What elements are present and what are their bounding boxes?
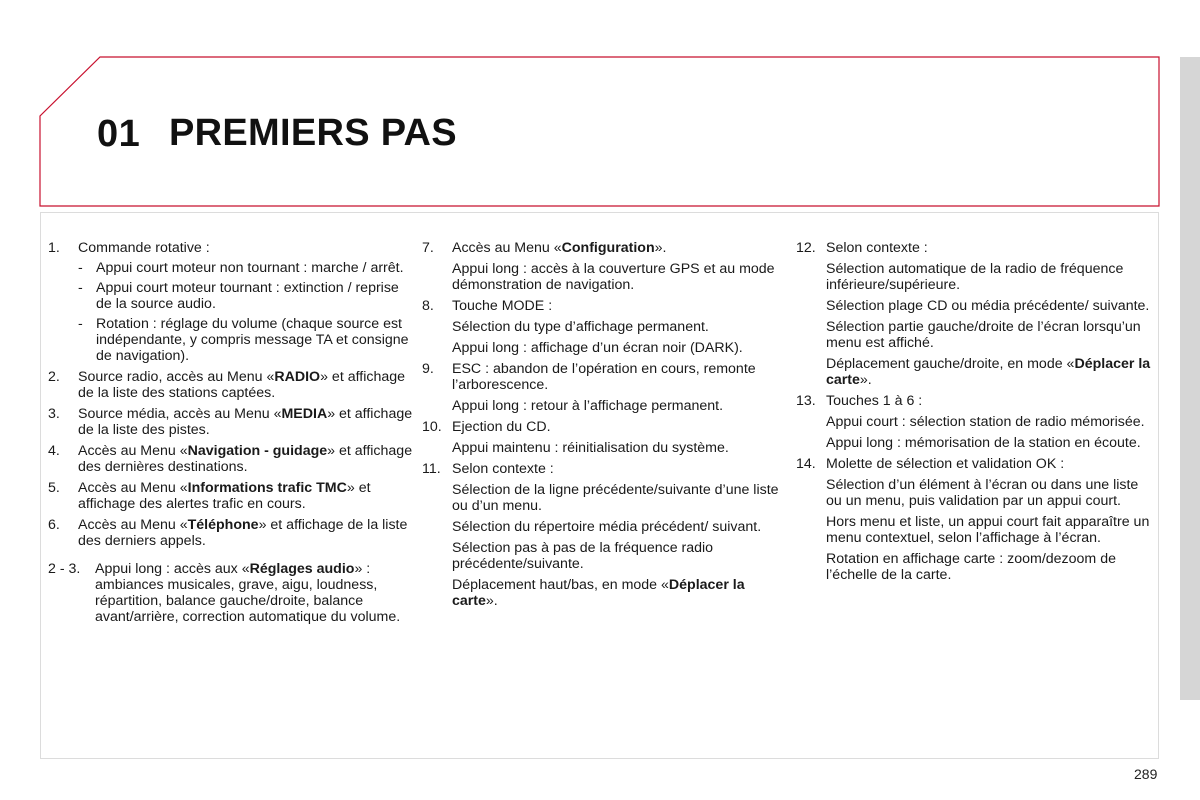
list-item-14: 14. Molette de sélection et validation OK : Sélection d’un élément à l’écran ou dans une liste ou un menu, puis validation par un appui court. Hors menu et liste, un appui court fait apparaître un menu contextuel, selon l’affichage à l’écran. Rotation en affichage carte : zoom/dezoom de l’échelle de la carte. <box>796 456 1156 583</box>
list-item-2: 2. Source radio, accès au Menu «RADIO» et affichage de la liste des stations captées. <box>48 369 406 401</box>
menu-name: Téléphone <box>187 517 259 533</box>
item-number: 11. <box>422 461 441 477</box>
list-item-4: 4. Accès au Menu «Navigation - guidage» et affichage des dernières destinations. <box>48 443 413 475</box>
column-1 <box>48 240 413 625</box>
list-item-9: 9. ESC : abandon de l’opération en cours, remonte l’arborescence. Appui long : retour à l’affichage permanent. <box>422 361 782 414</box>
list-item-1 <box>48 240 413 364</box>
list-item-8: 8. Touche MODE : Sélection du type d’affichage permanent. Appui long : affichage d’un écran noir (DARK). <box>422 298 782 356</box>
sub-item: - Rotation : réglage du volume (chaque source est indépendante, y compris message TA et consigne de navigation). <box>78 316 409 364</box>
menu-name: Déplacer la carte <box>826 356 1151 388</box>
item-number: 1. <box>48 240 60 256</box>
sub-item: Sélection du type d’affichage permanent. <box>452 319 709 335</box>
sub-item: Appui court : sélection station de radio mémorisée. <box>826 414 1145 430</box>
sub-item: Rotation en affichage carte : zoom/dezoom de l’échelle de la carte. <box>826 551 1116 583</box>
list-item-5: 5. Accès au Menu «Informations trafic TMC» et affichage des alertes trafic en cours. <box>48 480 371 512</box>
item-number: 7. <box>422 240 434 256</box>
sub-item: Appui long : retour à l’affichage permanent. <box>452 398 724 414</box>
sub-item: Sélection de la ligne précédente/suivante d’une liste ou d’un menu. <box>452 482 779 514</box>
item-number: 2. <box>48 369 60 385</box>
chapter-title: PREMIERS PAS <box>169 112 457 154</box>
sub-item: Sélection du répertoire média précédent/ suivant. <box>452 519 762 535</box>
list-item-6: 6. Accès au Menu «Téléphone» et affichage de la liste des derniers appels. <box>48 517 408 549</box>
item-number: 3. <box>48 406 60 422</box>
sub-item: Appui maintenu : réinitialisation du système. <box>452 440 729 456</box>
column-2 <box>422 240 782 614</box>
side-tab-bar <box>1180 57 1200 700</box>
menu-name: Déplacer la carte <box>452 577 745 609</box>
item-number: 13. <box>796 393 816 409</box>
page-number: 289 <box>1134 766 1158 782</box>
sub-item: Sélection pas à pas de la fréquence radio précédente/suivante. <box>452 540 714 572</box>
sub-item: Déplacement haut/bas, en mode «Déplacer la carte». <box>452 577 745 609</box>
column-3 <box>796 240 1156 588</box>
item-number: 5. <box>48 480 60 496</box>
list-item-11: 11. Selon contexte : Sélection de la ligne précédente/suivante d’une liste ou d’un menu. Sélection du répertoire média précédent/ suivant. Sélection pas à pas de la fréquence radio précédente/suivante. Déplacement haut/bas, en mode «Déplacer la carte». <box>422 461 782 609</box>
sub-item: Appui long : accès à la couverture GPS et au mode démonstration de navigation. <box>452 261 775 293</box>
sub-item: Appui long : mémorisation de la station en écoute. <box>826 435 1141 451</box>
item-number: 8. <box>422 298 434 314</box>
item-number: 2 - 3. <box>48 561 81 577</box>
chapter-number: 01 <box>97 113 141 155</box>
sub-item: Sélection automatique de la radio de fréquence inférieure/supérieure. <box>826 261 1124 293</box>
item-number: 10. <box>422 419 442 435</box>
item-number: 12. <box>796 240 816 256</box>
menu-name: RADIO <box>274 369 321 385</box>
list-item-7: 7. Accès au Menu «Configuration». Appui long : accès à la couverture GPS et au mode démonstration de navigation. <box>422 240 782 293</box>
item-number: 4. <box>48 443 60 459</box>
sub-item: Hors menu et liste, un appui court fait apparaître un menu contextuel, selon l’affichage à l’écran. <box>826 514 1150 546</box>
list-item-2-3: 2 - 3. Appui long : accès aux «Réglages audio» : ambiances musicales, grave, aigu, loudness, répartition, balance gauche/droite, balance avant/arrière, correction automatique du volume. <box>48 561 401 625</box>
list-item-3: 3. Source média, accès au Menu «MEDIA» et affichage de la liste des pistes. <box>48 406 413 438</box>
menu-name: Navigation - guidage <box>187 443 328 459</box>
sub-item: - Appui court moteur non tournant : marche / arrêt. <box>78 260 404 276</box>
sub-item: Sélection plage CD ou média précédente/ suivante. <box>826 298 1150 314</box>
list-item-10: 10. Ejection du CD. Appui maintenu : réinitialisation du système. <box>422 419 782 456</box>
sub-item: Sélection d’un élément à l’écran ou dans une liste ou un menu, puis validation par un appui court. <box>826 477 1139 509</box>
menu-name: MEDIA <box>281 406 328 422</box>
list-item-13: 13. Touches 1 à 6 : Appui court : sélection station de radio mémorisée. Appui long : mémorisation de la station en écoute. <box>796 393 1156 451</box>
sub-item: Déplacement gauche/droite, en mode «Déplacer la carte». <box>826 356 1151 388</box>
item-number: 14. <box>796 456 816 472</box>
item-number: 9. <box>422 361 434 377</box>
sub-item: Sélection partie gauche/droite de l’écran lorsqu’un menu est affiché. <box>826 319 1141 351</box>
list-item-12: 12. Selon contexte : Sélection automatique de la radio de fréquence inférieure/supérieure. Sélection plage CD ou média précédente/ suivante. Sélection partie gauche/droite de l’écran lorsqu’un menu est affiché. Déplacement gauche/droite, en mode «Déplacer la carte». <box>796 240 1156 388</box>
sub-item: - Appui court moteur tournant : extinction / reprise de la source audio. <box>78 280 399 312</box>
menu-name: Réglages audio <box>249 561 355 577</box>
item-text: Commande rotative : <box>78 240 210 256</box>
item-number: 6. <box>48 517 60 533</box>
menu-name: Configuration <box>561 240 655 256</box>
sub-item: Appui long : affichage d’un écran noir (DARK). <box>452 340 743 356</box>
menu-name: Informations trafic TMC <box>187 480 347 496</box>
